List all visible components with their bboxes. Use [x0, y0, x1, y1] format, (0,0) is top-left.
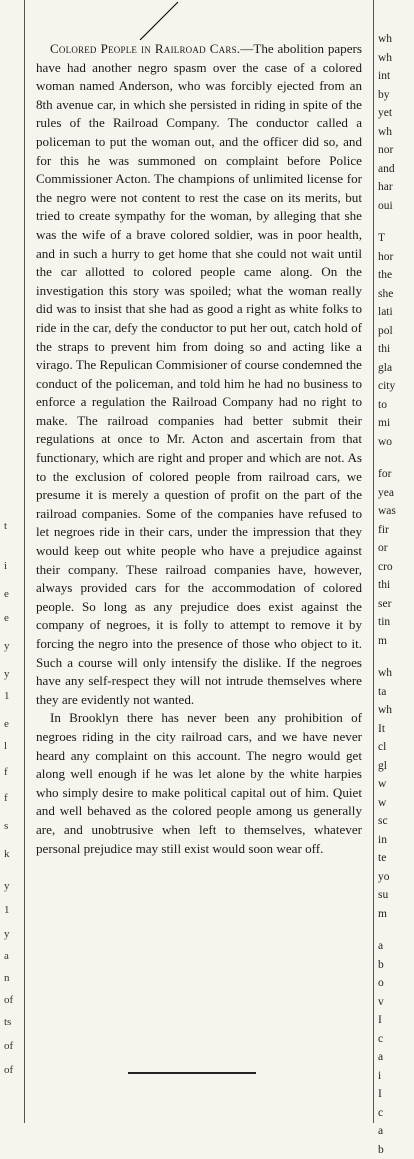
- left-fragment: n: [4, 972, 10, 984]
- paragraph-gap: [378, 923, 414, 937]
- right-fragment: te: [378, 849, 414, 868]
- left-fragment: e: [4, 588, 9, 600]
- right-fragment: nor: [378, 141, 414, 160]
- left-column-fragments: [0, 0, 22, 1123]
- left-fragment: ts: [4, 1016, 11, 1028]
- right-fragment: o: [378, 974, 414, 993]
- left-fragment: y: [4, 928, 10, 940]
- article-body: —The abolition papers have had another negro spasm over the case of a colored woman named Anderson, who was forcibly ejected from an 8th avenue car, in which she persisted in riding in spite of the rules of the Railroad Company. The conductor called a policeman to put the woman out, and the officer did so, and for this he was summoned on complaint before Police Commissioner Acton. The champions of unlimited license for the negro were not content to rest the case on its merits, but tried to create sympathy for the woman, by alleging that she was the wife of a brave colored soldier, was in poor health, and in such a hurry to get home that she could not wait until the car allotted to colored people came along. On the investigation this story was spoiled; what the woman really did was to insist that she had as good a right as white folks to ride in the car, defy the conductor to put her out, catch hold of the straps to prevent him from doing so and acting like a virago. The Repulican Commisioner of course condemned the conduct of the policeman, and told him he had no business to enforce a regulation the Railroad Company had no right to make. The railroad companies had better submit their regulations at once to Mr. Acton and ascertain from that functionary, which are right and proper and which are not. As to the exclusion of colored people from railroad cars, we presume it is merely a question of profit on the part of the railroad companies. Some of the companies have refused to let negroes ride in their cars, under the impression that they would keep out white people who have a prejudice against their company. These railroad companies have, however, always provided cars for the accommodation of colored people. So long as any prejudice does exist against the company of negroes, it is folly to attempt to remove it by forcing the negro into the presence of those who object to it. Such a course will only intensify the dislike. If the negroes have any self-respect they will not intrude themselves where they are evidently not wanted.: [36, 41, 362, 707]
- left-fragment: e: [4, 612, 9, 624]
- right-fragment: T: [378, 229, 414, 248]
- left-fragment: 1: [4, 690, 10, 702]
- right-fragment: hor: [378, 248, 414, 267]
- right-fragment: wh: [378, 664, 414, 683]
- right-fragment: yet: [378, 104, 414, 123]
- article-column: [36, 40, 362, 858]
- left-fragment: of: [4, 994, 13, 1006]
- right-fragment: and: [378, 160, 414, 179]
- right-fragment: a: [378, 1048, 414, 1067]
- scratch-mark: [100, 0, 180, 40]
- right-fragment: yea: [378, 484, 414, 503]
- right-fragment: a: [378, 1122, 414, 1141]
- paragraph-gap: [378, 650, 414, 664]
- left-fragment: l: [4, 740, 7, 752]
- right-fragment: oui: [378, 197, 414, 216]
- right-fragment: b: [378, 956, 414, 975]
- paragraph-gap: [378, 215, 414, 229]
- right-fragment: pol: [378, 322, 414, 341]
- right-column-fragments: [378, 30, 414, 1159]
- article-headline: Colored People in Railroad Cars.: [50, 41, 240, 56]
- right-fragment: b: [378, 1141, 414, 1159]
- right-fragment: by: [378, 86, 414, 105]
- right-fragment: cl: [378, 738, 414, 757]
- article-paragraph-2: In Brooklyn there has never been any prohibition of negroes riding in the city railroad cars, and we have never heard any complaint on this account. The negro would get along well enough if he was let alone by the white harpies who simply desire to make political capital out of him. Quiet and well behaved as the colored people among us generally are, and unobtrusive when left to themselves, whatever personal prejudice may still exist would soon wear off.: [36, 709, 362, 858]
- right-fragment: mi: [378, 414, 414, 433]
- right-fragment: v: [378, 993, 414, 1012]
- right-fragment: I: [378, 1011, 414, 1030]
- right-fragment: wo: [378, 433, 414, 452]
- right-fragment: gl: [378, 757, 414, 776]
- right-fragment: lati: [378, 303, 414, 322]
- right-fragment: yo: [378, 868, 414, 887]
- column-rule-right: [373, 0, 374, 1123]
- right-fragment: i: [378, 1067, 414, 1086]
- paragraph-gap: [378, 451, 414, 465]
- right-fragment: wh: [378, 30, 414, 49]
- left-fragment: y: [4, 668, 10, 680]
- right-fragment: It: [378, 720, 414, 739]
- left-fragment: s: [4, 820, 8, 832]
- right-fragment: tin: [378, 613, 414, 632]
- right-fragment: sc: [378, 812, 414, 831]
- right-fragment: su: [378, 886, 414, 905]
- right-fragment: int: [378, 67, 414, 86]
- right-fragment: m: [378, 905, 414, 924]
- left-fragment: 1: [4, 904, 10, 916]
- right-fragment: wh: [378, 701, 414, 720]
- right-fragment: city: [378, 377, 414, 396]
- left-fragment: a: [4, 950, 9, 962]
- right-fragment: was: [378, 502, 414, 521]
- left-fragment: e: [4, 718, 9, 730]
- right-fragment: in: [378, 831, 414, 850]
- right-fragment: the: [378, 266, 414, 285]
- right-fragment: w: [378, 794, 414, 813]
- right-fragment: har: [378, 178, 414, 197]
- right-fragment: fir: [378, 521, 414, 540]
- right-fragment: she: [378, 285, 414, 304]
- right-fragment: c: [378, 1104, 414, 1123]
- right-fragment: cro: [378, 558, 414, 577]
- column-rule-left: [24, 0, 25, 1123]
- left-fragment: of: [4, 1064, 13, 1076]
- right-fragment: wh: [378, 49, 414, 68]
- left-fragment: f: [4, 766, 8, 778]
- right-fragment: to: [378, 396, 414, 415]
- left-fragment: y: [4, 880, 10, 892]
- left-fragment: i: [4, 560, 7, 572]
- article-paragraph-1: [36, 40, 362, 709]
- right-fragment: thi: [378, 576, 414, 595]
- left-fragment: k: [4, 848, 10, 860]
- left-fragment: t: [4, 520, 7, 532]
- article-end-rule: [128, 1072, 256, 1074]
- right-fragment: c: [378, 1030, 414, 1049]
- right-fragment: ta: [378, 683, 414, 702]
- right-fragment: or: [378, 539, 414, 558]
- right-fragment: gla: [378, 359, 414, 378]
- left-fragment: y: [4, 640, 10, 652]
- right-fragment: thi: [378, 340, 414, 359]
- right-fragment: m: [378, 632, 414, 651]
- right-fragment: ser: [378, 595, 414, 614]
- right-fragment: I: [378, 1085, 414, 1104]
- right-fragment: for: [378, 465, 414, 484]
- left-fragment: f: [4, 792, 8, 804]
- left-fragment: of: [4, 1040, 13, 1052]
- right-fragment: wh: [378, 123, 414, 142]
- right-fragment: a: [378, 937, 414, 956]
- right-fragment: w: [378, 775, 414, 794]
